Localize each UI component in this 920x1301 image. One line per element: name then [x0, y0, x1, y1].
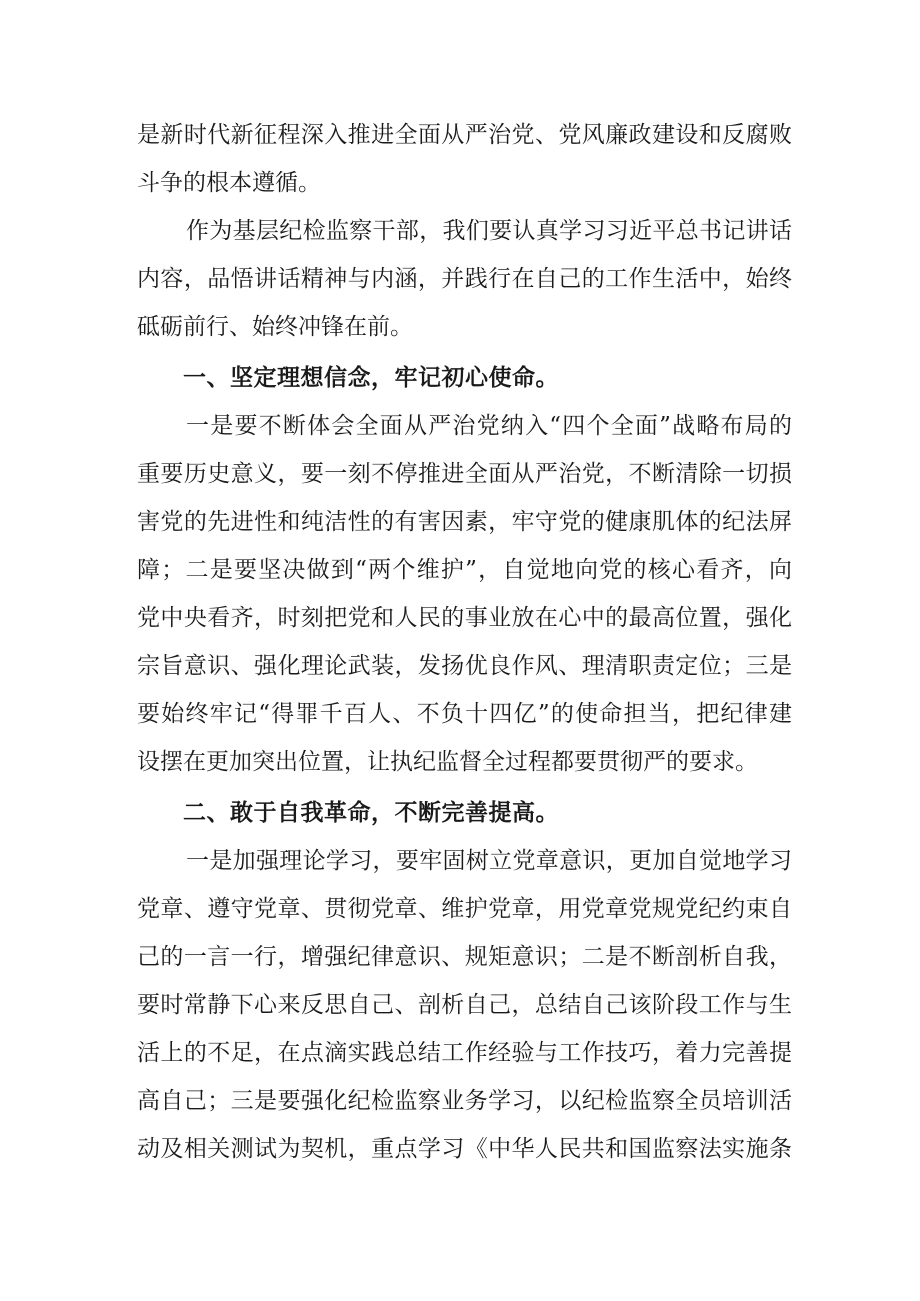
body-text-line: 高自己；三是要强化纪检监察业务学习，以纪检监察全员培训活 [137, 1088, 792, 1114]
body-text-line: 一是要不断体会全面从严治党纳入“四个全面”战略布局的 [186, 413, 792, 439]
body-text-line: 要时常静下心来反思自己、剖析自己，总结自己该阶段工作与生 [137, 992, 792, 1018]
body-text-line: 害党的先进性和纯洁性的有害因素，牢守党的健康肌体的纪法屏 [137, 509, 792, 535]
body-text-line: 动及相关测试为契机，重点学习《中华人民共和国监察法实施条 [137, 1136, 792, 1162]
body-text-line: 障；二是要坚决做到“两个维护”，自觉地向党的核心看齐，向 [137, 557, 792, 583]
section-heading: 一、坚定理想信念，牢记初心使命。 [183, 365, 559, 391]
body-text-line: 重要历史意义，要一刻不停推进全面从严治党，不断清除一切损 [137, 461, 792, 487]
body-text-line: 内容，品悟讲话精神与内涵，并践行在自己的工作生活中，始终 [137, 266, 792, 292]
body-text-line: 活上的不足，在点滴实践总结工作经验与工作技巧，着力完善提 [137, 1040, 792, 1066]
body-text-line: 设摆在更加突出位置，让执纪监督全过程都要贯彻严的要求。 [137, 749, 758, 775]
body-text-line: 宗旨意识、强化理论武装，发扬优良作风、理清职责定位；三是 [137, 653, 792, 679]
body-text-line: 砥砺前行、始终冲锋在前。 [137, 314, 413, 340]
body-text-line: 要始终牢记“得罪千百人、不负十四亿”的使命担当，把纪律建 [137, 701, 792, 727]
body-text-line: 党章、遵守党章、贯彻党章、维护党章，用党章党规党纪约束自 [137, 896, 792, 922]
body-text-line: 一是加强理论学习，要牢固树立党章意识，更加自觉地学习 [186, 848, 792, 874]
section-heading: 二、敢于自我革命，不断完善提高。 [183, 800, 559, 826]
body-text-line: 斗争的根本遵循。 [137, 170, 321, 196]
body-text-line: 党中央看齐，时刻把党和人民的事业放在心中的最高位置，强化 [137, 605, 792, 631]
body-text-line: 是新时代新征程深入推进全面从严治党、党风廉政建设和反腐败 [137, 122, 792, 148]
body-text-line: 作为基层纪检监察干部，我们要认真学习习近平总书记讲话 [186, 218, 792, 244]
body-text-line: 己的一言一行，增强纪律意识、规矩意识；二是不断剖析自我， [137, 944, 792, 970]
